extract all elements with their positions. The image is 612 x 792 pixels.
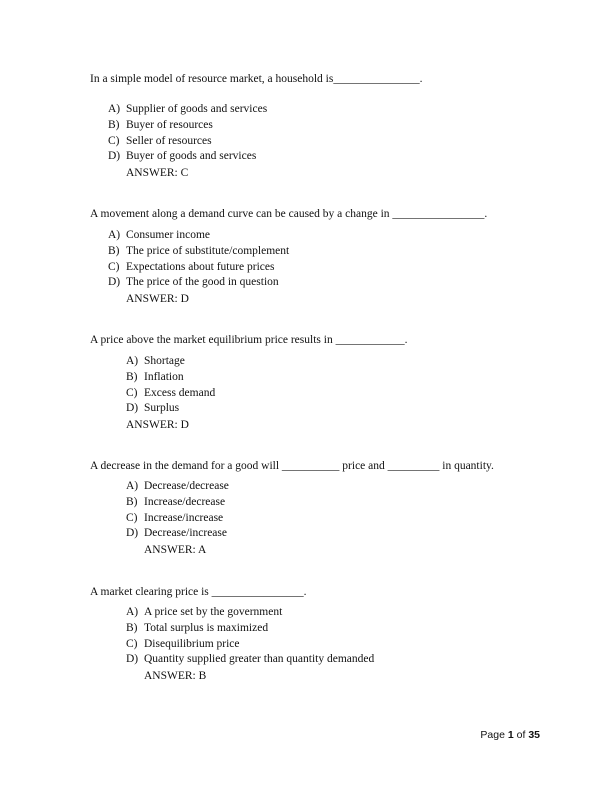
- page-number-prefix: Page: [480, 729, 508, 741]
- option-d: [126, 652, 374, 668]
- page-number-current: 1: [507, 729, 514, 741]
- option-letter: A): [126, 355, 139, 367]
- option-b: [126, 621, 374, 637]
- question-stem: A price above the market equilibrium price results in ____________.: [90, 334, 408, 346]
- option-text: Expectations about future prices: [126, 260, 275, 273]
- question-stem: In a simple model of resource market, a household is_______________.: [90, 73, 423, 85]
- option-letter: C): [126, 386, 138, 399]
- option-letter: D): [108, 150, 121, 163]
- option-text: Decrease/increase: [144, 527, 227, 540]
- answer-line: ANSWER: B: [144, 670, 207, 682]
- page-number: [480, 729, 540, 741]
- option-text: Buyer of resources: [126, 118, 213, 131]
- options-list: [126, 479, 229, 542]
- answer-line: ANSWER: D: [126, 419, 189, 431]
- option-letter: B): [108, 118, 120, 131]
- question-4: [90, 459, 494, 473]
- option-text: Shortage: [144, 355, 185, 367]
- option-d: [108, 149, 267, 165]
- option-letter: C): [126, 511, 138, 524]
- option-a: [108, 228, 289, 244]
- question-stem: A decrease in the demand for a good will __________ price and _________ in quantity.: [90, 460, 494, 472]
- answer-line: ANSWER: D: [126, 293, 189, 305]
- option-text: Increase/increase: [144, 511, 224, 524]
- question-stem: A movement along a demand curve can be caused by a change in ________________.: [90, 208, 488, 220]
- options-list: [126, 354, 215, 417]
- option-letter: B): [126, 370, 138, 383]
- option-letter: C): [126, 637, 138, 650]
- option-letter: A): [108, 229, 121, 241]
- option-a: [108, 102, 267, 118]
- question-3: [90, 333, 407, 347]
- option-b: [126, 495, 229, 511]
- question-stem: A market clearing price is ________________.: [90, 586, 307, 598]
- option-letter: B): [126, 621, 138, 634]
- answer-line: ANSWER: C: [126, 167, 189, 179]
- option-d: [126, 401, 215, 417]
- option-text: A price set by the government: [144, 606, 283, 618]
- option-text: Decrease/decrease: [144, 480, 229, 492]
- page-number-separator: of: [513, 729, 529, 741]
- option-b: [108, 118, 267, 134]
- option-b: [126, 370, 215, 386]
- options-list: [108, 102, 267, 165]
- option-c: [126, 386, 215, 402]
- option-text: Buyer of goods and services: [126, 150, 257, 163]
- option-text: The price of the good in question: [126, 276, 279, 289]
- option-letter: A): [126, 606, 139, 618]
- options-list: [108, 228, 289, 291]
- answer-line: ANSWER: A: [144, 544, 207, 556]
- option-letter: D): [126, 402, 139, 415]
- option-c: [108, 260, 289, 276]
- option-letter: A): [108, 103, 121, 115]
- option-letter: D): [126, 527, 139, 540]
- option-b: [108, 244, 289, 260]
- option-text: Inflation: [144, 370, 184, 383]
- option-d: [126, 526, 229, 542]
- option-letter: C): [108, 260, 120, 273]
- option-text: The price of substitute/complement: [126, 244, 290, 257]
- option-letter: C): [108, 134, 120, 147]
- option-a: [126, 354, 215, 370]
- option-c: [126, 637, 374, 653]
- question-5: [90, 585, 307, 599]
- option-letter: A): [126, 480, 139, 492]
- option-letter: B): [126, 495, 138, 508]
- option-text: Consumer income: [126, 229, 210, 241]
- option-letter: D): [108, 276, 121, 289]
- option-text: Excess demand: [144, 386, 216, 399]
- option-d: [108, 275, 289, 291]
- option-text: Increase/decrease: [144, 495, 226, 508]
- question-2: [90, 207, 487, 221]
- option-text: Supplier of goods and services: [126, 103, 268, 115]
- option-a: [126, 479, 229, 495]
- option-a: [126, 605, 374, 621]
- page-number-total: 35: [528, 729, 540, 741]
- option-text: Disequilibrium price: [144, 637, 240, 650]
- options-list: [126, 605, 374, 668]
- option-text: Quantity supplied greater than quantity demanded: [144, 653, 375, 666]
- option-text: Total surplus is maximized: [144, 621, 269, 634]
- option-c: [108, 134, 267, 150]
- option-letter: B): [108, 244, 120, 257]
- option-text: Seller of resources: [126, 134, 212, 147]
- option-text: Surplus: [144, 402, 180, 415]
- question-1: [90, 72, 422, 86]
- option-letter: D): [126, 653, 139, 666]
- option-c: [126, 511, 229, 527]
